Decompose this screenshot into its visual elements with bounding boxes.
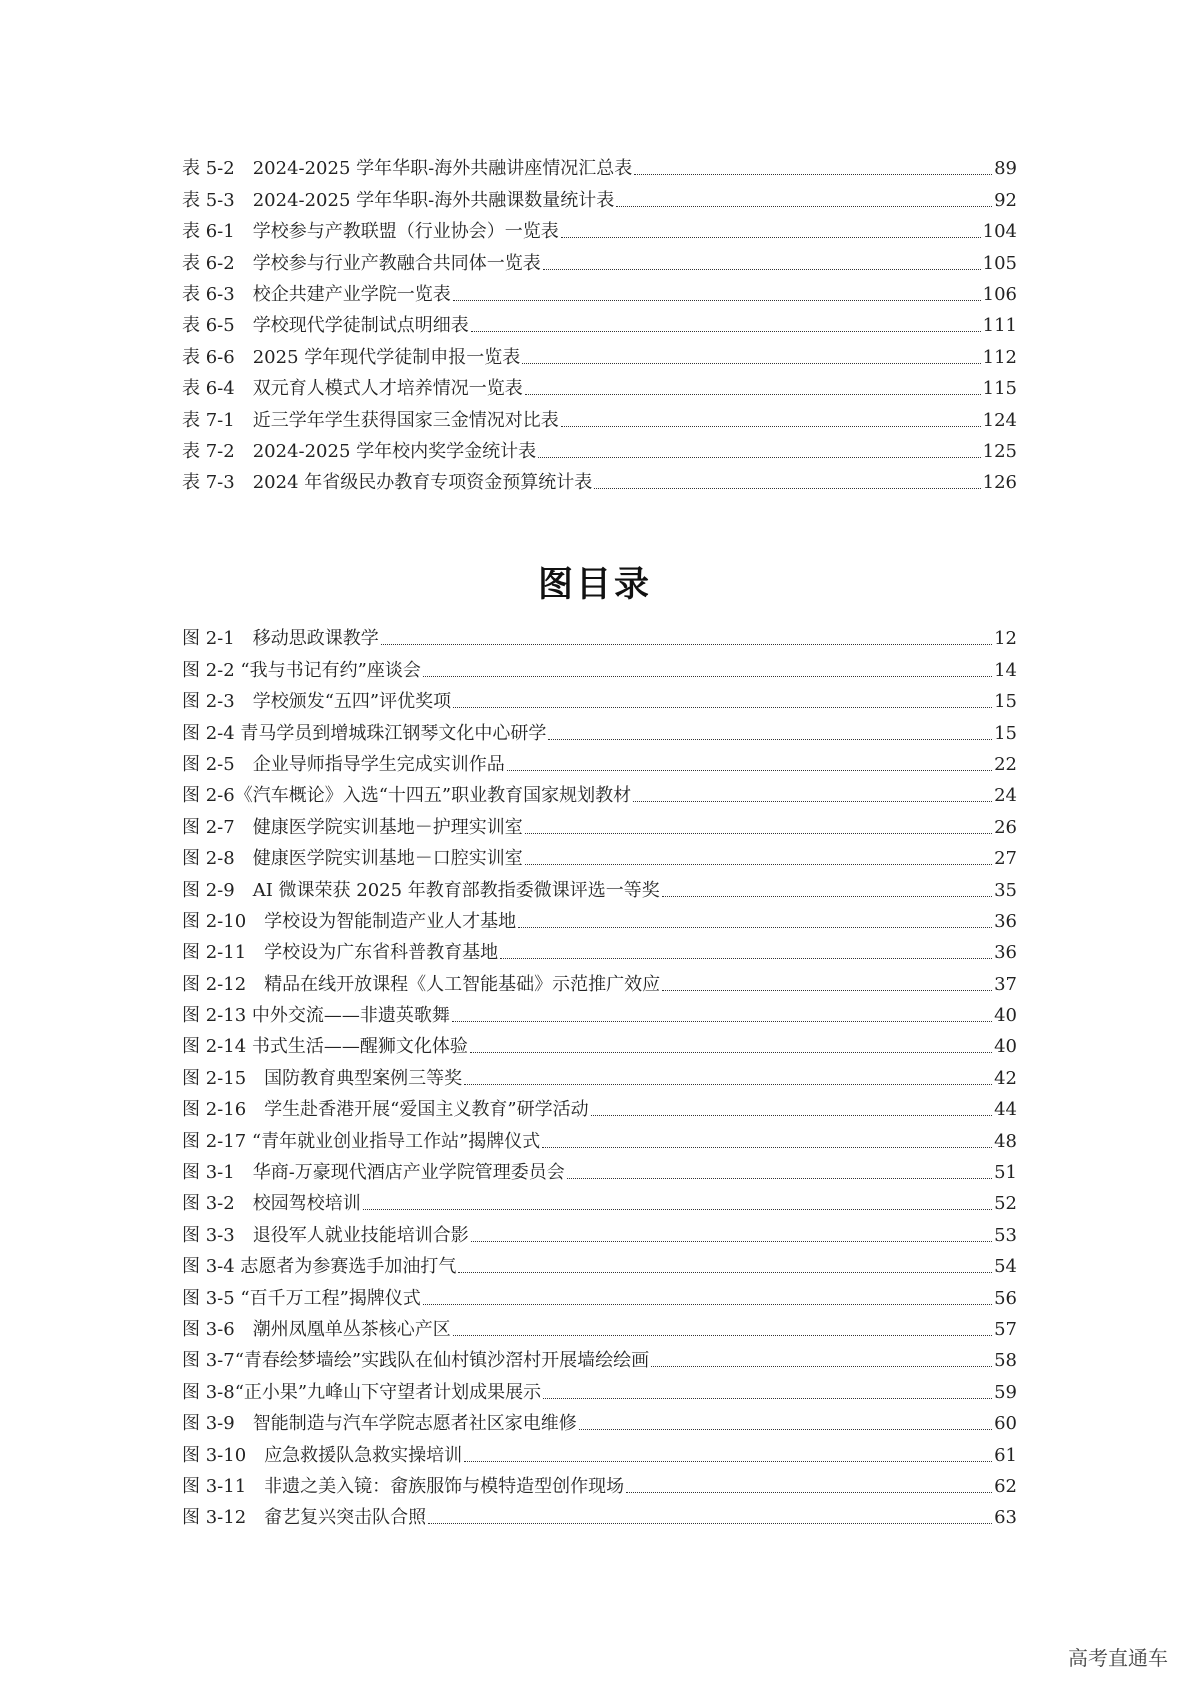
entry-title: 图 3-10 应急救援队急救实操培训: [182, 1444, 463, 1466]
entry-page-number: 54: [994, 1256, 1017, 1278]
dot-leader: [651, 1366, 992, 1367]
entry-title: 图 2-13 中外交流——非遗英歌舞: [182, 1005, 450, 1027]
figure-index-entry[interactable]: [182, 1277, 1017, 1308]
entry-title: 图 2-1 移动思政课教学: [182, 628, 379, 650]
dot-leader: [594, 488, 980, 489]
entry-title: 图 2-17 “青年就业创业指导工作站”揭牌仪式: [182, 1130, 541, 1152]
dot-leader: [548, 739, 992, 740]
entry-title: 图 2-9 AI 微课荣获 2025 年教育部教指委微课评选一等奖: [182, 879, 660, 901]
entry-page-number: 111: [982, 315, 1017, 337]
entry-title: 图 3-4 志愿者为参赛选手加油打气: [182, 1256, 457, 1278]
entry-title: 图 2-8 健康医学院实训基地－口腔实训室: [182, 848, 523, 870]
entry-title: 图 2-6《汽车概论》入选“十四五”职业教育国家规划教材: [182, 785, 632, 807]
table-index-entry[interactable]: [182, 274, 1017, 305]
table-index-entry[interactable]: [182, 211, 1017, 242]
figure-index-entry[interactable]: [182, 838, 1017, 869]
figures-section-heading: 图目录: [537, 565, 652, 605]
dot-leader: [471, 1241, 992, 1242]
dot-leader: [381, 644, 992, 645]
dot-leader: [561, 237, 981, 238]
table-index-entry[interactable]: [182, 462, 1017, 493]
dot-leader: [626, 1492, 992, 1493]
entry-page-number: 124: [982, 409, 1017, 431]
entry-page-number: 57: [994, 1318, 1017, 1340]
entry-title: 表 7-2 2024-2025 学年校内奖学金统计表: [182, 440, 537, 462]
dot-leader: [453, 707, 992, 708]
figure-index-entry[interactable]: [182, 995, 1017, 1026]
figure-index-entry[interactable]: [182, 963, 1017, 994]
entry-page-number: 92: [994, 189, 1017, 211]
figure-index-entry[interactable]: [182, 775, 1017, 806]
entry-page-number: 22: [994, 753, 1017, 775]
dot-leader: [464, 1461, 992, 1462]
entry-title: 表 7-1 近三学年学生获得国家三金情况对比表: [182, 409, 559, 431]
table-index-entry[interactable]: [182, 148, 1017, 179]
entry-page-number: 58: [994, 1350, 1017, 1372]
entry-page-number: 12: [994, 628, 1017, 650]
entry-title: 图 3-9 智能制造与汽车学院志愿者社区家电维修: [182, 1413, 577, 1435]
table-index-entry[interactable]: [182, 431, 1017, 462]
entry-page-number: 14: [994, 659, 1017, 681]
entry-page-number: 106: [982, 283, 1017, 305]
dot-leader: [453, 300, 981, 301]
entry-page-number: 40: [994, 1005, 1017, 1027]
dot-leader: [633, 801, 992, 802]
entry-title: 表 6-3 校企共建产业学院一览表: [182, 283, 451, 305]
dot-leader: [518, 927, 992, 928]
figure-index-entry[interactable]: [182, 712, 1017, 743]
figure-index-entry[interactable]: [182, 744, 1017, 775]
dot-leader: [543, 269, 981, 270]
dot-leader: [525, 833, 992, 834]
entry-title: 表 7-3 2024 年省级民办教育专项资金预算统计表: [182, 472, 593, 494]
figure-index-entry[interactable]: [182, 681, 1017, 712]
dot-leader: [423, 676, 992, 677]
entry-page-number: 42: [994, 1067, 1017, 1089]
entry-page-number: 36: [994, 910, 1017, 932]
figure-index-entry[interactable]: [182, 1466, 1017, 1497]
table-index-entry[interactable]: [182, 242, 1017, 273]
entry-page-number: 51: [994, 1162, 1017, 1184]
entry-page-number: 61: [994, 1444, 1017, 1466]
dot-leader: [543, 1398, 992, 1399]
figure-index-entry[interactable]: [182, 1026, 1017, 1057]
dot-leader: [662, 990, 992, 991]
entry-title: 图 3-8“正小果”九峰山下守望者计划成果展示: [182, 1381, 542, 1403]
dot-leader: [591, 1115, 993, 1116]
figure-index-entry[interactable]: [182, 869, 1017, 900]
entry-title: 表 5-2 2024-2025 学年华职-海外共融讲座情况汇总表: [182, 158, 633, 180]
dot-leader: [525, 864, 992, 865]
entry-title: 图 2-11 学校设为广东省科普教育基地: [182, 942, 499, 964]
figure-index-entry[interactable]: [182, 1497, 1017, 1528]
entry-title: 图 3-5 “百千万工程”揭牌仪式: [182, 1287, 421, 1309]
entry-page-number: 40: [994, 1036, 1017, 1058]
dot-leader: [542, 1147, 992, 1148]
entry-title: 表 6-1 学校参与产教联盟（行业协会）一览表: [182, 221, 559, 243]
figure-index-entry[interactable]: [182, 901, 1017, 932]
entry-page-number: 15: [994, 722, 1017, 744]
table-index-entry[interactable]: [182, 305, 1017, 336]
figure-index-entry[interactable]: [182, 1089, 1017, 1120]
entry-title: 表 5-3 2024-2025 学年华职-海外共融课数量统计表: [182, 189, 615, 211]
entry-title: 表 6-2 学校参与行业产教融合共同体一览表: [182, 252, 541, 274]
dot-leader: [634, 174, 992, 175]
dot-leader: [507, 770, 992, 771]
entry-page-number: 26: [994, 816, 1017, 838]
dot-leader: [458, 1272, 992, 1273]
entry-page-number: 35: [994, 879, 1017, 901]
dot-leader: [525, 394, 981, 395]
entry-page-number: 105: [982, 252, 1017, 274]
entry-page-number: 56: [994, 1287, 1017, 1309]
figure-index-entry[interactable]: [182, 1183, 1017, 1214]
figure-index-entry[interactable]: [182, 1434, 1017, 1465]
figure-index-entry[interactable]: [182, 1246, 1017, 1277]
dot-leader: [662, 896, 992, 897]
entry-page-number: 37: [994, 973, 1017, 995]
figure-index-entry[interactable]: [182, 1403, 1017, 1434]
entry-title: 图 3-7“青春绘梦墙绘”实践队在仙村镇沙滘村开展墙绘绘画: [182, 1350, 650, 1372]
entry-page-number: 36: [994, 942, 1017, 964]
dot-leader: [500, 958, 992, 959]
entry-title: 图 3-1 华商-万豪现代酒店产业学院管理委员会: [182, 1162, 565, 1184]
entry-page-number: 44: [994, 1099, 1017, 1121]
figure-index-entry[interactable]: [182, 1057, 1017, 1088]
figure-index-entry[interactable]: [182, 1214, 1017, 1245]
entry-page-number: 53: [994, 1224, 1017, 1246]
entry-title: 图 2-2 “我与书记有约”座谈会: [182, 659, 421, 681]
figure-index-entry[interactable]: [182, 806, 1017, 837]
dot-leader: [453, 1335, 992, 1336]
dot-leader: [464, 1084, 992, 1085]
table-index-list: [182, 148, 1017, 493]
entry-page-number: 59: [994, 1381, 1017, 1403]
entry-page-number: 15: [994, 691, 1017, 713]
entry-title: 图 3-2 校园驾校培训: [182, 1193, 361, 1215]
figure-index-entry[interactable]: [182, 1340, 1017, 1371]
entry-title: 表 6-5 学校现代学徒制试点明细表: [182, 315, 469, 337]
entry-page-number: 63: [994, 1507, 1017, 1529]
entry-title: 图 2-4 青马学员到增城珠江钢琴文化中心研学: [182, 722, 547, 744]
entry-title: 图 3-3 退役军人就业技能培训合影: [182, 1224, 469, 1246]
entry-page-number: 52: [994, 1193, 1017, 1215]
figure-index-entry[interactable]: [182, 1371, 1017, 1402]
entry-page-number: 125: [982, 440, 1017, 462]
dot-leader: [567, 1178, 992, 1179]
table-index-entry[interactable]: [182, 179, 1017, 210]
entry-page-number: 24: [994, 785, 1017, 807]
entry-title: 表 6-4 双元育人模式人才培养情况一览表: [182, 378, 523, 400]
entry-page-number: 89: [994, 158, 1017, 180]
dot-leader: [561, 426, 981, 427]
entry-page-number: 115: [982, 378, 1017, 400]
figure-index-entry[interactable]: [182, 649, 1017, 680]
entry-title: 图 2-3 学校颁发“五四”评优奖项: [182, 691, 452, 713]
entry-title: 图 2-15 国防教育典型案例三等奖: [182, 1067, 463, 1089]
entry-title: 图 3-12 畲艺复兴突击队合照: [182, 1507, 427, 1529]
figure-index-entry[interactable]: [182, 932, 1017, 963]
table-index-entry[interactable]: [182, 336, 1017, 367]
entry-title: 图 2-7 健康医学院实训基地－护理实训室: [182, 816, 523, 838]
dot-leader: [538, 457, 981, 458]
entry-page-number: 126: [982, 472, 1017, 494]
figure-index-entry[interactable]: [182, 1152, 1017, 1183]
figure-index-entry[interactable]: [182, 618, 1017, 649]
entry-title: 图 3-6 潮州凤凰单丛茶核心产区: [182, 1318, 451, 1340]
dot-leader: [423, 1304, 992, 1305]
table-index-entry[interactable]: [182, 399, 1017, 430]
entry-page-number: 104: [982, 221, 1017, 243]
entry-title: 图 2-10 学校设为智能制造产业人才基地: [182, 910, 517, 932]
entry-title: 图 2-14 书式生活——醒狮文化体验: [182, 1036, 468, 1058]
entry-title: 图 2-16 学生赴香港开展“爱国主义教育”研学活动: [182, 1099, 589, 1121]
dot-leader: [452, 1021, 992, 1022]
entry-title: 图 3-11 非遗之美入镜：畲族服饰与模特造型创作现场: [182, 1475, 625, 1497]
figure-index-entry[interactable]: [182, 1120, 1017, 1151]
entry-title: 图 2-12 精品在线开放课程《人工智能基础》示范推广效应: [182, 973, 661, 995]
entry-page-number: 60: [994, 1413, 1017, 1435]
dot-leader: [616, 206, 992, 207]
entry-page-number: 48: [994, 1130, 1017, 1152]
dot-leader: [522, 363, 980, 364]
table-index-entry[interactable]: [182, 368, 1017, 399]
figure-index-entry[interactable]: [182, 1309, 1017, 1340]
watermark-label: 高考直通车: [1068, 1646, 1168, 1670]
figure-index-list: [182, 618, 1017, 1528]
dot-leader: [428, 1523, 992, 1524]
dot-leader: [470, 1052, 992, 1053]
entry-page-number: 62: [994, 1475, 1017, 1497]
dot-leader: [363, 1209, 992, 1210]
entry-page-number: 112: [982, 346, 1017, 368]
dot-leader: [579, 1429, 992, 1430]
dot-leader: [471, 331, 981, 332]
entry-title: 表 6-6 2025 学年现代学徒制申报一览表: [182, 346, 521, 368]
entry-page-number: 27: [994, 848, 1017, 870]
entry-title: 图 2-5 企业导师指导学生完成实训作品: [182, 753, 505, 775]
